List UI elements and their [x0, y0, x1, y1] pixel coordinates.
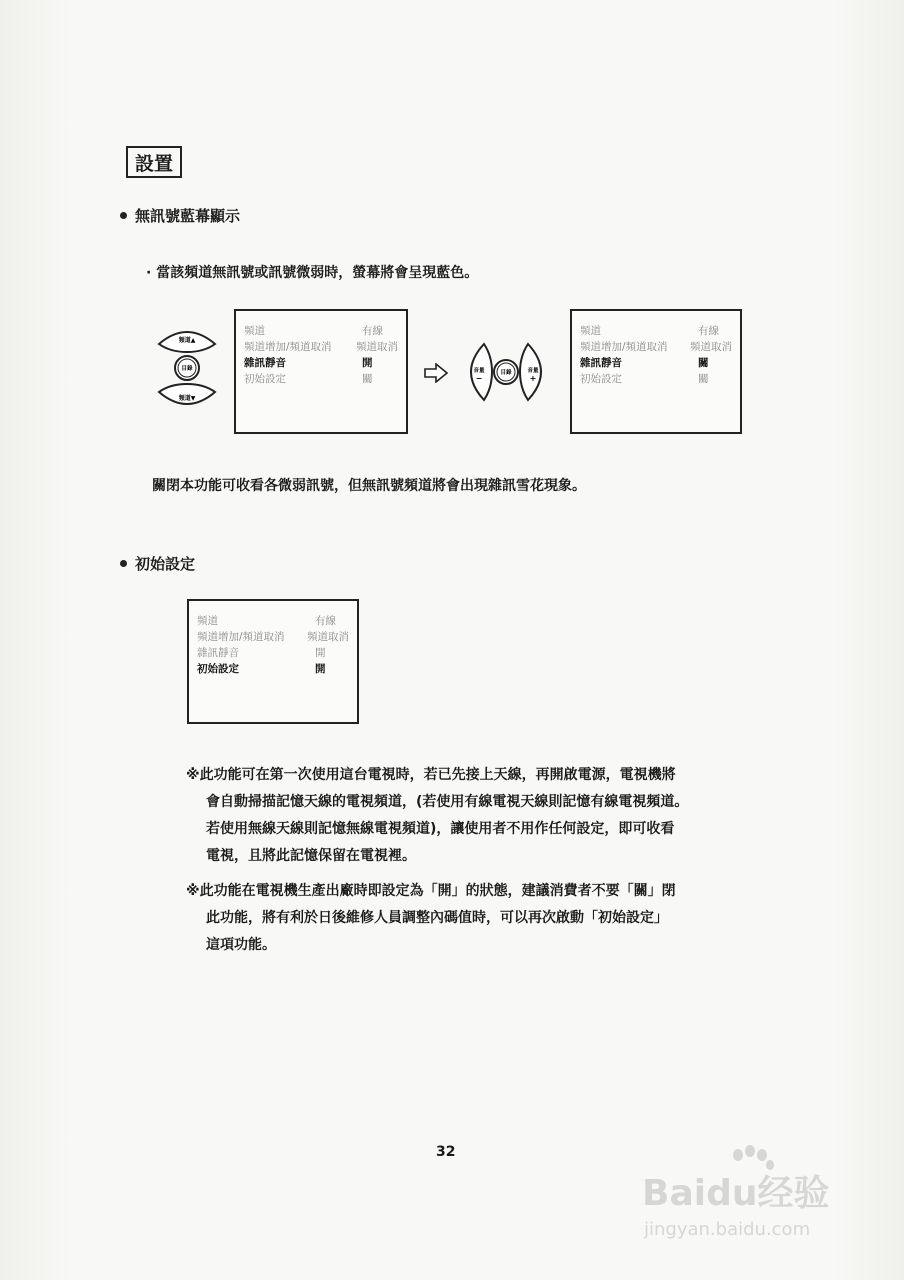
note-line: 電視，且將此記憶保留在電視裡。	[206, 848, 416, 864]
menu-row: 初始設定 關	[244, 373, 373, 385]
note-line: 這項功能。	[206, 937, 276, 953]
menu-label: 目錄	[181, 366, 193, 372]
remote-channel-pad	[156, 322, 218, 412]
note-line: ※此功能可在第一次使用這台電視時，若已先接上天線，再開啟電源，電視機將	[186, 767, 676, 783]
page-number: 32	[436, 1144, 456, 1160]
heading-text: 初始設定	[135, 555, 196, 573]
heading-initial-setup	[120, 553, 195, 574]
initial-setup-note-1	[186, 762, 786, 870]
volume-down-label: 音量	[473, 368, 485, 374]
menu-screen-initial-setup	[187, 599, 359, 724]
bullet-icon	[120, 560, 127, 567]
note-line: 若使用無線天線則記憶無線電視頻道)，讓使用者不用作任何設定，即可收看	[206, 821, 675, 837]
section-title: 設置	[126, 146, 182, 178]
svg-text:−: −	[475, 374, 483, 383]
menu-row-selected: 雜訊靜音 開	[244, 357, 373, 369]
no-signal-note: 關閉本功能可收看各微弱訊號，但無訊號頻道將會出現雜訊雪花現象。	[152, 478, 586, 494]
remote-volume-pad	[462, 342, 550, 402]
watermark-brand: Baidu经验	[642, 1173, 830, 1214]
bullet-icon	[120, 212, 127, 219]
menu-row: 頻道 有線	[580, 325, 719, 337]
no-signal-description: · 當該頻道無訊號或訊號微弱時，螢幕將會呈現藍色。	[146, 265, 479, 281]
note-line: ※此功能在電視機生產出廠時即設定為「開」的狀態，建議消費者不要「關」閉	[186, 883, 676, 899]
arrow-right-icon	[424, 363, 448, 383]
watermark-url: jingyan.baidu.com	[644, 1219, 811, 1240]
menu-row-selected: 雜訊靜音 關	[580, 357, 709, 369]
note-line: 此功能，將有利於日後維修人員調整內碼值時，可以再次啟動「初始設定」	[206, 910, 668, 926]
menu-screen-before	[234, 309, 408, 434]
baidu-watermark-logo	[640, 1145, 855, 1245]
menu-row: 頻道增加/頻道取消 頻道取消	[580, 341, 732, 353]
menu-row: 頻道增加/頻道取消 頻道取消	[197, 631, 349, 643]
initial-setup-note-2	[186, 878, 786, 959]
channel-down-label: 頻道▼	[178, 395, 196, 402]
heading-no-signal	[120, 205, 240, 226]
menu-row-selected: 初始設定 開	[197, 663, 326, 675]
menu-row: 頻道增加/頻道取消 頻道取消	[244, 341, 398, 353]
menu-row: 頻道 有線	[244, 325, 383, 337]
volume-up-label: 音量	[527, 368, 539, 374]
note-line: 會自動掃描記憶天線的電視頻道，(若使用有線電視天線則記憶有線電視頻道。	[206, 794, 689, 810]
menu-row: 初始設定 關	[580, 373, 709, 385]
menu-label: 目錄	[500, 370, 512, 376]
menu-row: 頻道 有線	[197, 615, 336, 627]
svg-text:+: +	[529, 374, 537, 383]
channel-up-label: 頻道▲	[178, 337, 196, 344]
heading-text: 無訊號藍幕顯示	[135, 207, 241, 225]
menu-row: 雜訊靜音 開	[197, 647, 326, 659]
menu-screen-after	[570, 309, 742, 434]
